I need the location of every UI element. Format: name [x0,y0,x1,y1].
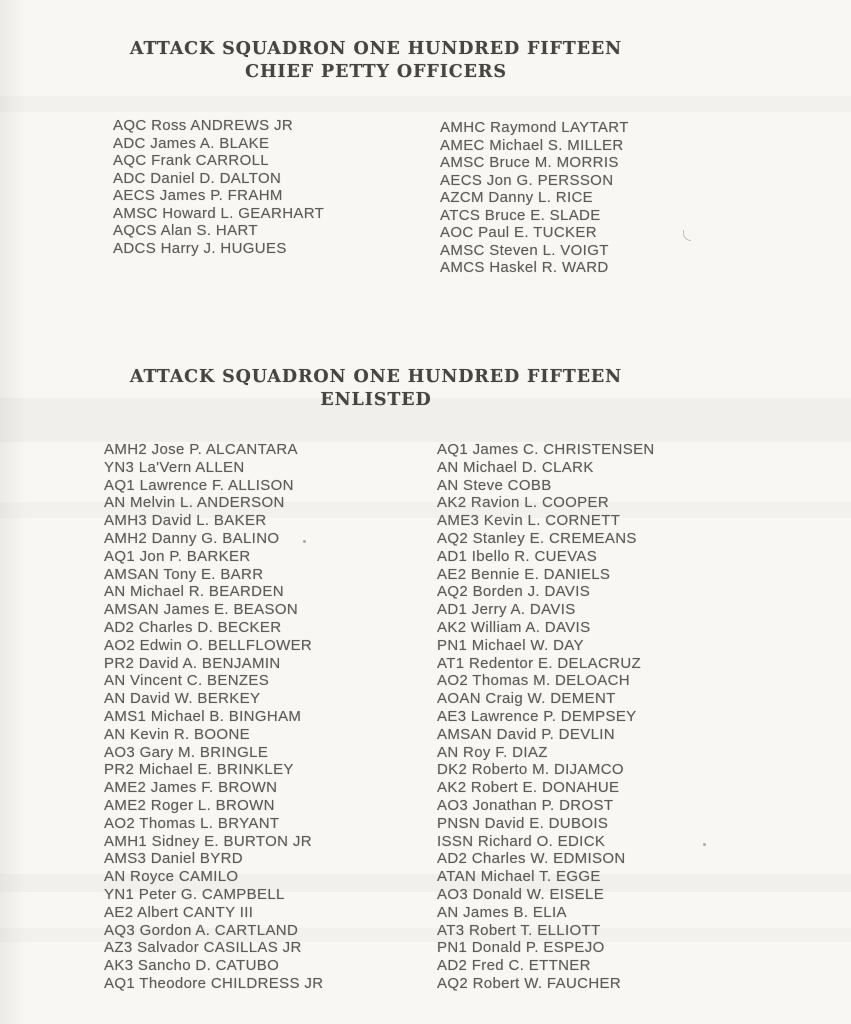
roster-entry: AMSC Howard L. GEARHART [113,204,325,222]
roster-entry: AQ1 Jon P. BARKER [104,547,251,565]
roster-entry: AE3 Lawrence P. DEMPSEY [437,707,637,725]
cpo-column-right [440,119,629,277]
roster-entry: AN Steve COBB [437,476,552,494]
roster-entry: AQ2 Stanley E. CREMEANS [437,529,637,547]
roster-entry: AN Vincent C. BENZES [104,672,270,690]
roster-entry: AMH2 Danny G. BALINO [104,529,280,547]
roster-entry: AD1 Jerry A. DAVIS [437,601,576,619]
roster-entry: AMH2 Jose P. ALCANTARA [104,441,298,458]
roster-entry: AD2 Fred C. ETTNER [437,957,591,975]
roster-entry: AMEC Michael S. MILLER [440,136,624,154]
cpo-title-line1: ATTACK SQUADRON ONE HUNDRED FIFTEEN [129,39,623,59]
roster-entry: AD2 Charles D. BECKER [104,618,282,636]
cpo-section-title [0,38,752,83]
roster-entry: PN1 Donald P. ESPEJO [437,939,605,957]
roster-entry: AT1 Redentor E. DELACRUZ [437,654,642,672]
roster-entry: AMSAN David P. DEVLIN [437,725,615,743]
roster-entry: AK2 Ravion L. COOPER [437,494,610,512]
roster-entry: AN Michael D. CLARK [437,458,594,476]
roster-entry: AD1 Ibello R. CUEVAS [437,547,598,565]
roster-entry: AE2 Albert CANTY III [104,903,254,921]
roster-entry: AK3 Sancho D. CATUBO [104,957,280,975]
roster-entry: AO2 Thomas L. BRYANT [104,814,280,832]
roster-entry: AQC Ross ANDREWS JR [113,117,294,134]
roster-entry: AQCS Alan S. HART [113,222,258,239]
roster-entry: PR2 Michael E. BRINKLEY [104,761,294,779]
roster-entry: AN Royce CAMILO [104,868,239,886]
roster-entry: AMSC Bruce M. MORRIS [440,154,619,171]
roster-entry: AQ2 Borden J. DAVIS [437,583,591,601]
roster-entry: PR2 David A. BENJAMIN [104,654,281,672]
scan-artifact [703,843,706,846]
roster-entry: AN Michael R. BEARDEN [104,583,284,601]
roster-entry: AN James B. ELIA [437,903,567,921]
scan-edge-shade [0,0,26,1024]
enlisted-title-line1: ATTACK SQUADRON ONE HUNDRED FIFTEEN [129,367,623,387]
roster-entry: AN Roy F. DIAZ [437,743,548,761]
roster-entry: AO2 Edwin O. BELLFLOWER [104,636,313,654]
roster-entry: AQ2 Robert W. FAUCHER [437,974,622,992]
cpo-title-line2: CHIEF PETTY OFFICERS [245,61,507,82]
enlisted-column-left [104,441,323,993]
roster-entry: AO3 Donald W. EISELE [437,885,605,903]
roster-entry: AQ1 Theodore CHILDRESS JR [104,974,324,992]
roster-entry: AMCS Haskel R. WARD [440,259,609,276]
cpo-column-left [113,117,324,257]
roster-entry: AME2 James F. BROWN [104,779,278,797]
enlisted-section-title [0,366,752,411]
roster-entry: YN1 Peter G. CAMPBELL [104,885,285,903]
roster-entry: AQ1 Lawrence F. ALLISON [104,476,294,494]
roster-entry: AMS1 Michael B. BINGHAM [104,707,302,725]
roster-entry: AZCM Danny L. RICE [440,189,594,206]
roster-entry: AMH1 Sidney E. BURTON JR [104,832,312,850]
roster-entry: AME3 Kevin L. CORNETT [437,512,621,530]
roster-entry: ATAN Michael T. EGGE [437,868,601,886]
roster-entry: AQC Frank CARROLL [113,152,269,169]
roster-entry: ADC James A. BLAKE [113,134,270,152]
roster-entry: ADC Daniel D. DALTON [113,169,282,187]
roster-entry: AQ3 Gordon A. CARTLAND [104,921,299,939]
roster-entry: AMSC Steven L. VOIGT [440,241,609,259]
roster-entry: AN Melvin L. ANDERSON [104,494,285,512]
roster-entry: AK2 Robert E. DONAHUE [437,779,620,797]
roster-entry: AMS3 Daniel BYRD [104,850,243,868]
roster-entry: AOAN Craig W. DEMENT [437,690,616,708]
roster-entry: AME2 Roger L. BROWN [104,796,275,814]
roster-entry: YN3 La'Vern ALLEN [104,458,245,476]
roster-entry: ISSN Richard O. EDICK [437,832,606,850]
roster-entry: PNSN David E. DUBOIS [437,814,609,832]
roster-entry: AK2 William A. DAVIS [437,618,591,636]
roster-entry: DK2 Roberto M. DIJAMCO [437,761,624,779]
roster-entry: AECS James P. FRAHM [113,187,283,204]
roster-entry: AMSAN James E. BEASON [104,601,299,619]
roster-entry: AOC Paul E. TUCKER [440,224,597,241]
roster-entry: AO3 Gary M. BRINGLE [104,743,269,761]
roster-entry: AMH3 David L. BAKER [104,512,267,530]
roster-entry: AMSAN Tony E. BARR [104,565,264,583]
roster-entry: PN1 Michael W. DAY [437,636,584,654]
roster-entry: AO3 Jonathan P. DROST [437,796,614,814]
roster-entry: AECS Jon G. PERSSON [440,171,614,189]
roster-entry: AQ1 James C. CHRISTENSEN [437,441,655,458]
scan-band [0,96,851,112]
roster-entry: ATCS Bruce E. SLADE [440,206,601,224]
roster-entry: AMHC Raymond LAYTART [440,119,629,136]
enlisted-title-line2: ENLISTED [320,389,432,410]
roster-entry: AZ3 Salvador CASILLAS JR [104,939,302,957]
roster-entry: ADCS Harry J. HUGUES [113,239,287,257]
roster-entry: AE2 Bennie E. DANIELS [437,565,611,583]
enlisted-column-right [437,441,655,993]
roster-entry: AN Kevin R. BOONE [104,725,250,743]
scan-artifact [683,230,691,241]
roster-entry: AN David W. BERKEY [104,690,261,708]
roster-entry: AT3 Robert T. ELLIOTT [437,921,601,939]
roster-entry: AD2 Charles W. EDMISON [437,850,626,868]
roster-entry: AO2 Thomas M. DELOACH [437,672,630,690]
